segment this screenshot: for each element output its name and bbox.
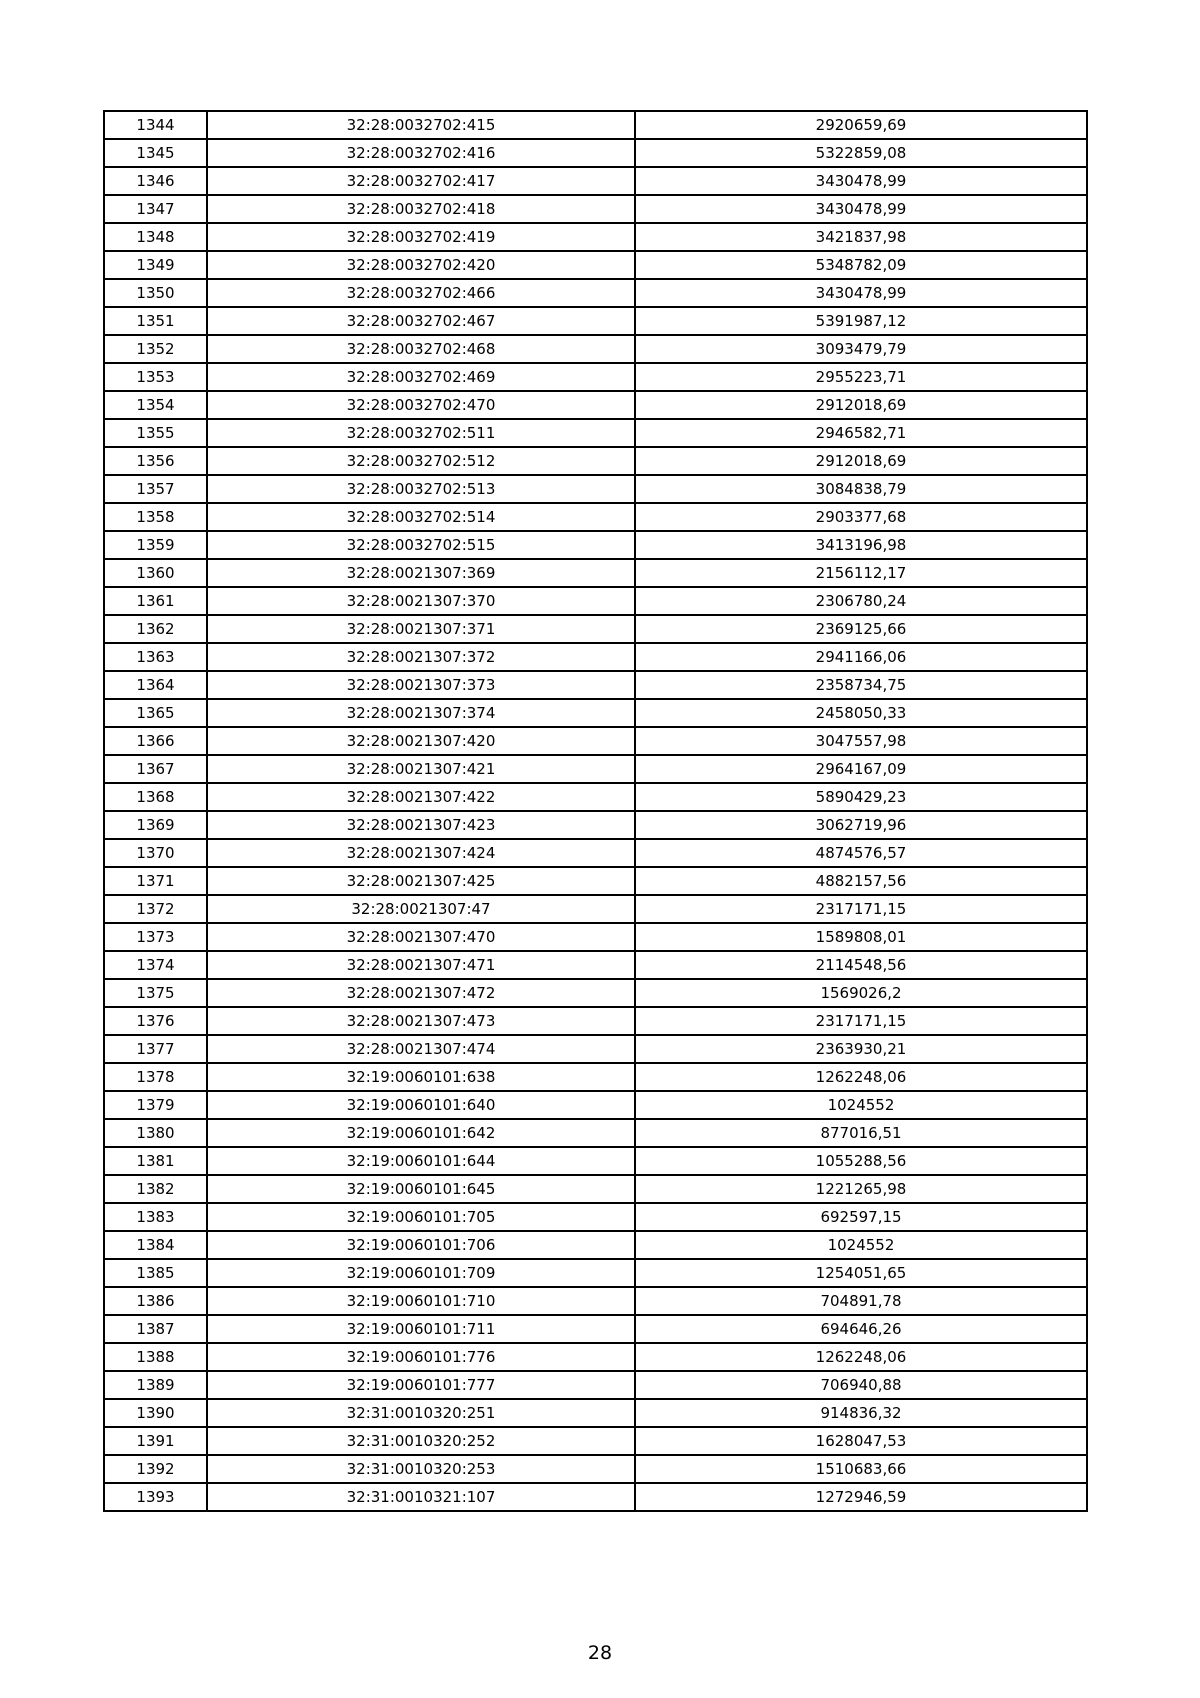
cadastral-value-cell: 1024552 [635,1091,1087,1119]
cadastral-number-cell: 32:19:0060101:776 [207,1343,635,1371]
table-row [104,1231,1087,1259]
table-row [104,447,1087,475]
cadastral-value-cell: 2358734,75 [635,671,1087,699]
cadastral-number-cell: 32:19:0060101:777 [207,1371,635,1399]
row-number-cell: 1372 [104,895,207,923]
row-number-cell: 1392 [104,1455,207,1483]
row-number-cell: 1355 [104,419,207,447]
row-number-cell: 1376 [104,1007,207,1035]
table-row [104,307,1087,335]
cadastral-number-cell: 32:28:0032702:469 [207,363,635,391]
cadastral-value-cell: 914836,32 [635,1399,1087,1427]
table-row [104,811,1087,839]
table-row [104,615,1087,643]
table-row [104,531,1087,559]
row-number-cell: 1345 [104,139,207,167]
row-number-cell: 1391 [104,1427,207,1455]
cadastral-number-cell: 32:28:0021307:369 [207,559,635,587]
cadastral-value-cell: 2912018,69 [635,447,1087,475]
table-row [104,195,1087,223]
cadastral-number-cell: 32:28:0021307:422 [207,783,635,811]
cadastral-value-cell: 3084838,79 [635,475,1087,503]
cadastral-value-cell: 704891,78 [635,1287,1087,1315]
table-row [104,1175,1087,1203]
table-row [104,1455,1087,1483]
row-number-cell: 1359 [104,531,207,559]
table-row [104,1343,1087,1371]
row-number-cell: 1393 [104,1483,207,1511]
cadastral-value-cell: 3421837,98 [635,223,1087,251]
cadastral-value-cell: 2363930,21 [635,1035,1087,1063]
row-number-cell: 1378 [104,1063,207,1091]
row-number-cell: 1353 [104,363,207,391]
row-number-cell: 1346 [104,167,207,195]
table-row [104,1427,1087,1455]
cadastral-number-cell: 32:28:0021307:472 [207,979,635,1007]
cadastral-value-cell: 2903377,68 [635,503,1087,531]
cadastral-value-cell: 2369125,66 [635,615,1087,643]
row-number-cell: 1350 [104,279,207,307]
cadastral-number-cell: 32:28:0032702:467 [207,307,635,335]
row-number-cell: 1344 [104,111,207,139]
cadastral-number-cell: 32:28:0032702:468 [207,335,635,363]
table-row [104,643,1087,671]
cadastral-value-cell: 3413196,98 [635,531,1087,559]
table-row [104,1147,1087,1175]
cadastral-value-cell: 4882157,56 [635,867,1087,895]
table-row [104,503,1087,531]
row-number-cell: 1386 [104,1287,207,1315]
table-row [104,1203,1087,1231]
cadastral-value-cell: 2156112,17 [635,559,1087,587]
table-row [104,727,1087,755]
cadastral-number-cell: 32:28:0032702:512 [207,447,635,475]
row-number-cell: 1375 [104,979,207,1007]
table-row [104,1259,1087,1287]
page-number: 28 [587,1642,613,1664]
cadastral-value-cell: 2955223,71 [635,363,1087,391]
cadastral-value-cell: 2946582,71 [635,419,1087,447]
cadastral-value-cell: 1262248,06 [635,1063,1087,1091]
row-number-cell: 1362 [104,615,207,643]
cadastral-number-cell: 32:28:0032702:415 [207,111,635,139]
row-number-cell: 1368 [104,783,207,811]
cadastral-value-cell: 3430478,99 [635,279,1087,307]
cadastral-number-cell: 32:28:0032702:418 [207,195,635,223]
table-row [104,979,1087,1007]
cadastral-number-cell: 32:31:0010321:107 [207,1483,635,1511]
cadastral-value-cell: 2912018,69 [635,391,1087,419]
cadastral-value-cell: 2317171,15 [635,895,1087,923]
cadastral-value-cell: 1272946,59 [635,1483,1087,1511]
table-row [104,587,1087,615]
row-number-cell: 1374 [104,951,207,979]
cadastral-value-cell: 2964167,09 [635,755,1087,783]
cadastral-number-cell: 32:19:0060101:711 [207,1315,635,1343]
row-number-cell: 1360 [104,559,207,587]
cadastral-value-cell: 5348782,09 [635,251,1087,279]
cadastral-value-cell: 3430478,99 [635,195,1087,223]
row-number-cell: 1381 [104,1147,207,1175]
cadastral-number-cell: 32:19:0060101:638 [207,1063,635,1091]
row-number-cell: 1365 [104,699,207,727]
cadastral-number-cell: 32:28:0032702:417 [207,167,635,195]
cadastral-value-cell: 3062719,96 [635,811,1087,839]
cadastral-number-cell: 32:28:0032702:513 [207,475,635,503]
table-row [104,1483,1087,1511]
row-number-cell: 1388 [104,1343,207,1371]
cadastral-number-cell: 32:19:0060101:709 [207,1259,635,1287]
table-row [104,1315,1087,1343]
row-number-cell: 1366 [104,727,207,755]
cadastral-value-cell: 694646,26 [635,1315,1087,1343]
cadastral-number-cell: 32:28:0032702:466 [207,279,635,307]
table-row [104,1007,1087,1035]
table-row [104,1091,1087,1119]
cadastral-value-cell: 1510683,66 [635,1455,1087,1483]
cadastral-value-cell: 2458050,33 [635,699,1087,727]
row-number-cell: 1358 [104,503,207,531]
row-number-cell: 1367 [104,755,207,783]
cadastral-value-cell: 5322859,08 [635,139,1087,167]
cadastral-value-cell: 1254051,65 [635,1259,1087,1287]
row-number-cell: 1384 [104,1231,207,1259]
row-number-cell: 1387 [104,1315,207,1343]
row-number-cell: 1347 [104,195,207,223]
cadastral-number-cell: 32:28:0021307:421 [207,755,635,783]
table-body [104,111,1087,1511]
cadastral-value-cell: 1024552 [635,1231,1087,1259]
table-row [104,111,1087,139]
cadastral-number-cell: 32:28:0032702:420 [207,251,635,279]
cadastral-number-cell: 32:28:0021307:374 [207,699,635,727]
row-number-cell: 1348 [104,223,207,251]
table-row [104,335,1087,363]
cadastral-number-cell: 32:28:0032702:419 [207,223,635,251]
cadastral-number-cell: 32:19:0060101:644 [207,1147,635,1175]
cadastral-number-cell: 32:28:0021307:372 [207,643,635,671]
row-number-cell: 1363 [104,643,207,671]
row-number-cell: 1371 [104,867,207,895]
cadastral-number-cell: 32:31:0010320:252 [207,1427,635,1455]
cadastral-number-cell: 32:28:0021307:424 [207,839,635,867]
table-row [104,1119,1087,1147]
row-number-cell: 1389 [104,1371,207,1399]
cadastral-number-cell: 32:19:0060101:705 [207,1203,635,1231]
cadastral-number-cell: 32:28:0021307:373 [207,671,635,699]
cadastral-value-cell: 1628047,53 [635,1427,1087,1455]
row-number-cell: 1382 [104,1175,207,1203]
cadastral-number-cell: 32:28:0032702:515 [207,531,635,559]
cadastral-number-cell: 32:28:0021307:420 [207,727,635,755]
cadastral-value-cell: 1569026,2 [635,979,1087,1007]
cadastral-number-cell: 32:19:0060101:645 [207,1175,635,1203]
cadastral-value-cell: 877016,51 [635,1119,1087,1147]
cadastral-number-cell: 32:28:0021307:423 [207,811,635,839]
row-number-cell: 1379 [104,1091,207,1119]
row-number-cell: 1390 [104,1399,207,1427]
table-row [104,363,1087,391]
cadastral-value-table [103,110,1088,1512]
row-number-cell: 1349 [104,251,207,279]
table-row [104,1399,1087,1427]
row-number-cell: 1373 [104,923,207,951]
cadastral-value-cell: 1262248,06 [635,1343,1087,1371]
cadastral-number-cell: 32:28:0032702:514 [207,503,635,531]
row-number-cell: 1385 [104,1259,207,1287]
table-row [104,1035,1087,1063]
row-number-cell: 1377 [104,1035,207,1063]
cadastral-number-cell: 32:28:0021307:471 [207,951,635,979]
cadastral-value-cell: 1221265,98 [635,1175,1087,1203]
cadastral-value-cell: 3047557,98 [635,727,1087,755]
cadastral-number-cell: 32:19:0060101:710 [207,1287,635,1315]
cadastral-value-cell: 692597,15 [635,1203,1087,1231]
cadastral-number-cell: 32:28:0021307:474 [207,1035,635,1063]
row-number-cell: 1383 [104,1203,207,1231]
cadastral-value-cell: 2306780,24 [635,587,1087,615]
row-number-cell: 1356 [104,447,207,475]
table-row [104,559,1087,587]
row-number-cell: 1354 [104,391,207,419]
row-number-cell: 1351 [104,307,207,335]
table-row [104,867,1087,895]
cadastral-number-cell: 32:19:0060101:642 [207,1119,635,1147]
table-row [104,279,1087,307]
cadastral-number-cell: 32:28:0021307:371 [207,615,635,643]
row-number-cell: 1380 [104,1119,207,1147]
cadastral-number-cell: 32:28:0021307:473 [207,1007,635,1035]
cadastral-number-cell: 32:31:0010320:253 [207,1455,635,1483]
table-row [104,1063,1087,1091]
row-number-cell: 1364 [104,671,207,699]
cadastral-value-cell: 3430478,99 [635,167,1087,195]
cadastral-number-cell: 32:28:0032702:470 [207,391,635,419]
table-row [104,419,1087,447]
table-row [104,699,1087,727]
row-number-cell: 1370 [104,839,207,867]
table-row [104,1287,1087,1315]
row-number-cell: 1369 [104,811,207,839]
cadastral-number-cell: 32:19:0060101:640 [207,1091,635,1119]
cadastral-number-cell: 32:19:0060101:706 [207,1231,635,1259]
cadastral-value-cell: 1055288,56 [635,1147,1087,1175]
cadastral-value-cell: 5890429,23 [635,783,1087,811]
cadastral-value-cell: 4874576,57 [635,839,1087,867]
cadastral-number-cell: 32:28:0021307:425 [207,867,635,895]
table-row [104,895,1087,923]
table-row [104,139,1087,167]
table-row [104,671,1087,699]
table-row [104,223,1087,251]
cadastral-value-cell: 3093479,79 [635,335,1087,363]
table-row [104,251,1087,279]
table-row [104,1371,1087,1399]
cadastral-value-cell: 706940,88 [635,1371,1087,1399]
table-row [104,391,1087,419]
row-number-cell: 1357 [104,475,207,503]
cadastral-value-cell: 2114548,56 [635,951,1087,979]
cadastral-number-cell: 32:28:0021307:47 [207,895,635,923]
cadastral-value-cell: 5391987,12 [635,307,1087,335]
cadastral-value-cell: 2317171,15 [635,1007,1087,1035]
cadastral-value-cell: 2941166,06 [635,643,1087,671]
cadastral-number-cell: 32:28:0021307:470 [207,923,635,951]
table-row [104,951,1087,979]
cadastral-value-cell: 2920659,69 [635,111,1087,139]
cadastral-number-cell: 32:28:0032702:511 [207,419,635,447]
cadastral-number-cell: 32:28:0021307:370 [207,587,635,615]
table-row [104,839,1087,867]
table-row [104,923,1087,951]
row-number-cell: 1361 [104,587,207,615]
table-row [104,755,1087,783]
table-row [104,167,1087,195]
row-number-cell: 1352 [104,335,207,363]
cadastral-number-cell: 32:28:0032702:416 [207,139,635,167]
cadastral-value-cell: 1589808,01 [635,923,1087,951]
table-row [104,783,1087,811]
table-row [104,475,1087,503]
cadastral-number-cell: 32:31:0010320:251 [207,1399,635,1427]
